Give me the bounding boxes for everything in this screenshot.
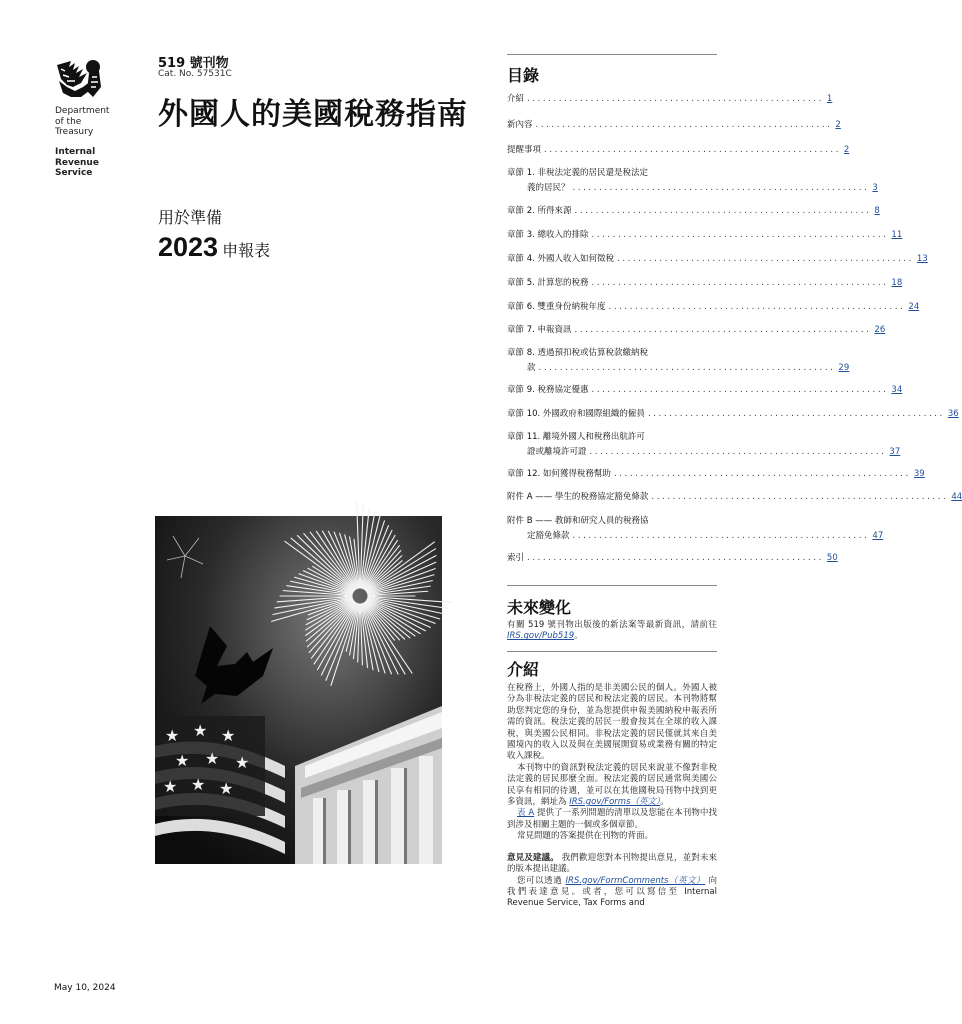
toc-page-link[interactable]: 2 (843, 145, 850, 155)
toc-item-label: 提醒事項 (507, 145, 542, 155)
toc-item[interactable]: 索引 ........................................................ 50 (507, 553, 838, 563)
toc-page-link[interactable]: 47 (872, 531, 884, 541)
toc-item[interactable]: 附件 B —— 教師和研究人員的稅務協 定豁免條款 ........................................................ 47 (507, 516, 884, 541)
toc-item-label: 章節 12. 如何獲得稅務幫助 (507, 469, 611, 479)
toc-item-label: 章節 7. 申報資訊 (507, 325, 572, 335)
svg-text:★: ★ (175, 751, 190, 770)
toc-item-label: 章節 10. 外國政府和國際組織的僱員 (507, 409, 645, 419)
intro-p5-text: 您可以透過 (517, 875, 563, 886)
toc-page-link[interactable]: 39 (913, 469, 925, 479)
toc-page-link[interactable]: 3 (872, 183, 878, 193)
section-rule (507, 585, 717, 586)
tax-year-line (158, 232, 270, 263)
table-a-link[interactable]: 表 A (517, 808, 535, 819)
toc-item[interactable]: 章節 10. 外國政府和國際組織的僱員 ........................................................ 36 (507, 409, 959, 419)
toc-item-label: 章節 1. 非稅法定義的居民還是稅法定 (507, 168, 649, 178)
catalog-number: Cat. No. 57531C (158, 69, 232, 79)
toc-page-link[interactable]: 8 (874, 206, 880, 216)
comments-paragraph (507, 853, 717, 876)
toc-item-label: 新內容 (507, 120, 533, 130)
future-changes-end: 。 (574, 631, 583, 642)
toc-heading: 目錄 (507, 66, 540, 85)
toc-page-link[interactable]: 29 (838, 363, 850, 373)
toc-item[interactable]: 章節 8. 透過預扣稅或估算稅款繳納稅 款 ........................................................ 29 (507, 348, 850, 373)
svg-text:★: ★ (165, 726, 180, 745)
introduction-heading: 介紹 (507, 660, 540, 679)
dept-line: Treasury (55, 127, 94, 137)
svg-text:★: ★ (193, 721, 208, 740)
comments-text: 我們歡迎您對本刊物提出意見，並對未來的版本提出建議。 (507, 852, 717, 875)
toc-page-link[interactable]: 1 (826, 94, 833, 104)
toc-item-label-cont: 義的居民？ (527, 183, 570, 193)
toc-item-label-cont: 定豁免條款 (527, 531, 570, 541)
svg-text:★: ★ (219, 779, 234, 798)
top-rule (507, 54, 717, 55)
toc-page-link[interactable]: 13 (916, 254, 928, 264)
toc-item[interactable]: 章節 12. 如何獲得稅務幫助 ........................................................ 39 (507, 469, 925, 479)
toc-item-label: 章節 8. 透過預扣稅或估算稅款繳納稅 (507, 348, 649, 358)
toc-item-label: 索引 (507, 553, 525, 563)
toc-item[interactable]: 章節 11. 離境外國人和稅務出航許可 證或離境許可證 ........................................................ 37 (507, 432, 901, 457)
intro-paragraph-4: 常見問題的答案提供在刊物的背面。 (517, 831, 654, 842)
toc-page-link[interactable]: 34 (891, 385, 903, 395)
toc-item-label: 附件 B —— 教師和研究人員的稅務協 (507, 516, 649, 526)
toc-page-link[interactable]: 2 (835, 120, 841, 130)
toc-item-label-cont: 款 (527, 363, 536, 373)
toc-item[interactable]: 章節 4. 外國人收入如何徵稅 ........................................................ 13 (507, 254, 928, 264)
irs-eagle-logo-icon (53, 57, 105, 103)
toc-item[interactable]: 介紹 ........................................................ 1 (507, 94, 833, 104)
toc-item-label: 章節 2. 所得來源 (507, 206, 572, 216)
svg-text:★: ★ (191, 775, 206, 794)
toc-item[interactable]: 章節 6. 雙重身份納稅年度 ........................................................ 24 (507, 302, 920, 312)
toc-item[interactable]: 新內容 ........................................................ 2 (507, 120, 841, 130)
toc-item-label: 章節 11. 離境外國人和稅務出航許可 (507, 432, 645, 442)
toc-item[interactable]: 章節 7. 申報資訊 ........................................................ 26 (507, 325, 886, 335)
toc-item[interactable]: 提醒事項 ........................................................ 2 (507, 145, 850, 155)
publication-date: May 10, 2024 (54, 983, 116, 993)
toc-page-link[interactable]: 36 (947, 409, 959, 419)
intro-paragraph-3 (507, 808, 717, 831)
toc-page-link[interactable]: 50 (826, 553, 838, 563)
toc-item-label: 附件 A —— 學生的稅務協定豁免條款 (507, 492, 649, 502)
toc-item[interactable]: 章節 2. 所得來源 ........................................................ 8 (507, 206, 880, 216)
toc-item-label: 章節 5. 計算您的稅務 (507, 278, 589, 288)
svg-text:★: ★ (205, 749, 220, 768)
section-rule (507, 651, 717, 652)
toc-page-link[interactable]: 37 (889, 447, 901, 457)
toc-item-label: 介紹 (507, 94, 525, 104)
toc-item[interactable]: 附件 A —— 學生的稅務協定豁免條款 ........................................................ 44 (507, 492, 962, 502)
tax-year: 2023 (158, 232, 219, 262)
svg-text:★: ★ (163, 777, 178, 796)
intro-p2-end: 。 (660, 797, 669, 808)
intro-paragraph-1: 在稅務上，外國人指的是非美國公民的個人。外國人被分為非稅法定義的居民和稅法定義的居民。本刊物將幫助您判定您的身份，並為您提供申報美國納稅申報表所需的資訊。稅法定義的居民一般會按其在全球的收入課稅，與美國公民相同。非稅法定義的居民僅就其來自美國境內的收入以及與在美國展開貿易或業務有關的特定收入課稅。 (507, 683, 717, 762)
fireworks-courthouse-illustration (155, 516, 442, 864)
toc-item-label: 章節 3. 總收入的排除 (507, 230, 589, 240)
future-changes-heading: 未來變化 (507, 598, 572, 617)
irs-name-label (55, 147, 99, 179)
intro-paragraph-2 (507, 763, 717, 809)
toc-item-label: 章節 6. 雙重身份納稅年度 (507, 302, 606, 312)
toc-page-link[interactable]: 18 (891, 278, 903, 288)
toc-item[interactable]: 章節 3. 總收入的排除 ........................................................ 11 (507, 230, 903, 240)
future-changes-body: 有關 519 號刊物出版後的新法案等最新資訊，請前往 (507, 620, 717, 630)
for-preparing-label: 用於準備 (158, 208, 223, 227)
toc-page-link[interactable]: 44 (951, 492, 962, 502)
page-title: 外國人的美國稅務指南 (158, 97, 468, 132)
tax-year-suffix: 申報表 (222, 241, 271, 260)
treasury-department-label (55, 106, 109, 138)
irs-line: Service (55, 168, 93, 178)
toc-item[interactable]: 章節 9. 稅務協定優惠 ........................................................ 34 (507, 385, 903, 395)
intro-paragraph-5 (507, 876, 717, 910)
intro-p5-text-end: 向我們表達意見。或者，您可以寫信至 Internal Revenue Service, Tax Forms and (507, 875, 718, 909)
svg-text:★: ★ (221, 726, 236, 745)
future-changes-text (507, 620, 717, 643)
toc-item[interactable]: 章節 1. 非稅法定義的居民還是稅法定 義的居民？ ........................................................ 3 (507, 168, 878, 193)
toc-page-link[interactable]: 11 (891, 230, 903, 240)
toc-page-link[interactable]: 26 (874, 325, 886, 335)
irs-line: Revenue (55, 157, 99, 168)
toc-item-label: 章節 4. 外國人收入如何徵稅 (507, 254, 615, 264)
dept-line: Department (55, 106, 110, 116)
irs-line: Internal (55, 147, 96, 157)
intro-p2-text: 本刊物中的資訊對稅法定義的居民來說並不像對非稅法定義的居民那麼全面。稅法定義的居民通常與美國公民享有相同的待遇，並可以在其他國稅局刊物中找到更多資訊，網址為 (507, 762, 717, 808)
toc-item[interactable]: 章節 5. 計算您的稅務 ........................................................ 18 (507, 278, 903, 288)
toc-item-label: 章節 9. 稅務協定優惠 (507, 385, 589, 395)
toc-item-label-cont: 證或離境許可證 (527, 447, 587, 457)
toc-page-link[interactable]: 24 (908, 302, 920, 312)
comments-heading: 意見及建議。 (507, 852, 559, 863)
svg-text:★: ★ (235, 753, 250, 772)
irs-forms-link[interactable]: IRS.gov/Forms（英文） (569, 797, 661, 808)
intro-p3-text: 提供了一系列問題的清單以及您能在本刊物中找到涉及相關主題的一個或多個章節。 (507, 808, 717, 830)
pub519-link[interactable]: IRS.gov/Pub519 (507, 631, 575, 642)
introduction-body (507, 683, 717, 910)
publication-number: 519 號刊物 (158, 56, 229, 71)
dept-line: of the (55, 116, 82, 127)
form-comments-link[interactable]: IRS.gov/FormComments（英文） (565, 875, 706, 886)
